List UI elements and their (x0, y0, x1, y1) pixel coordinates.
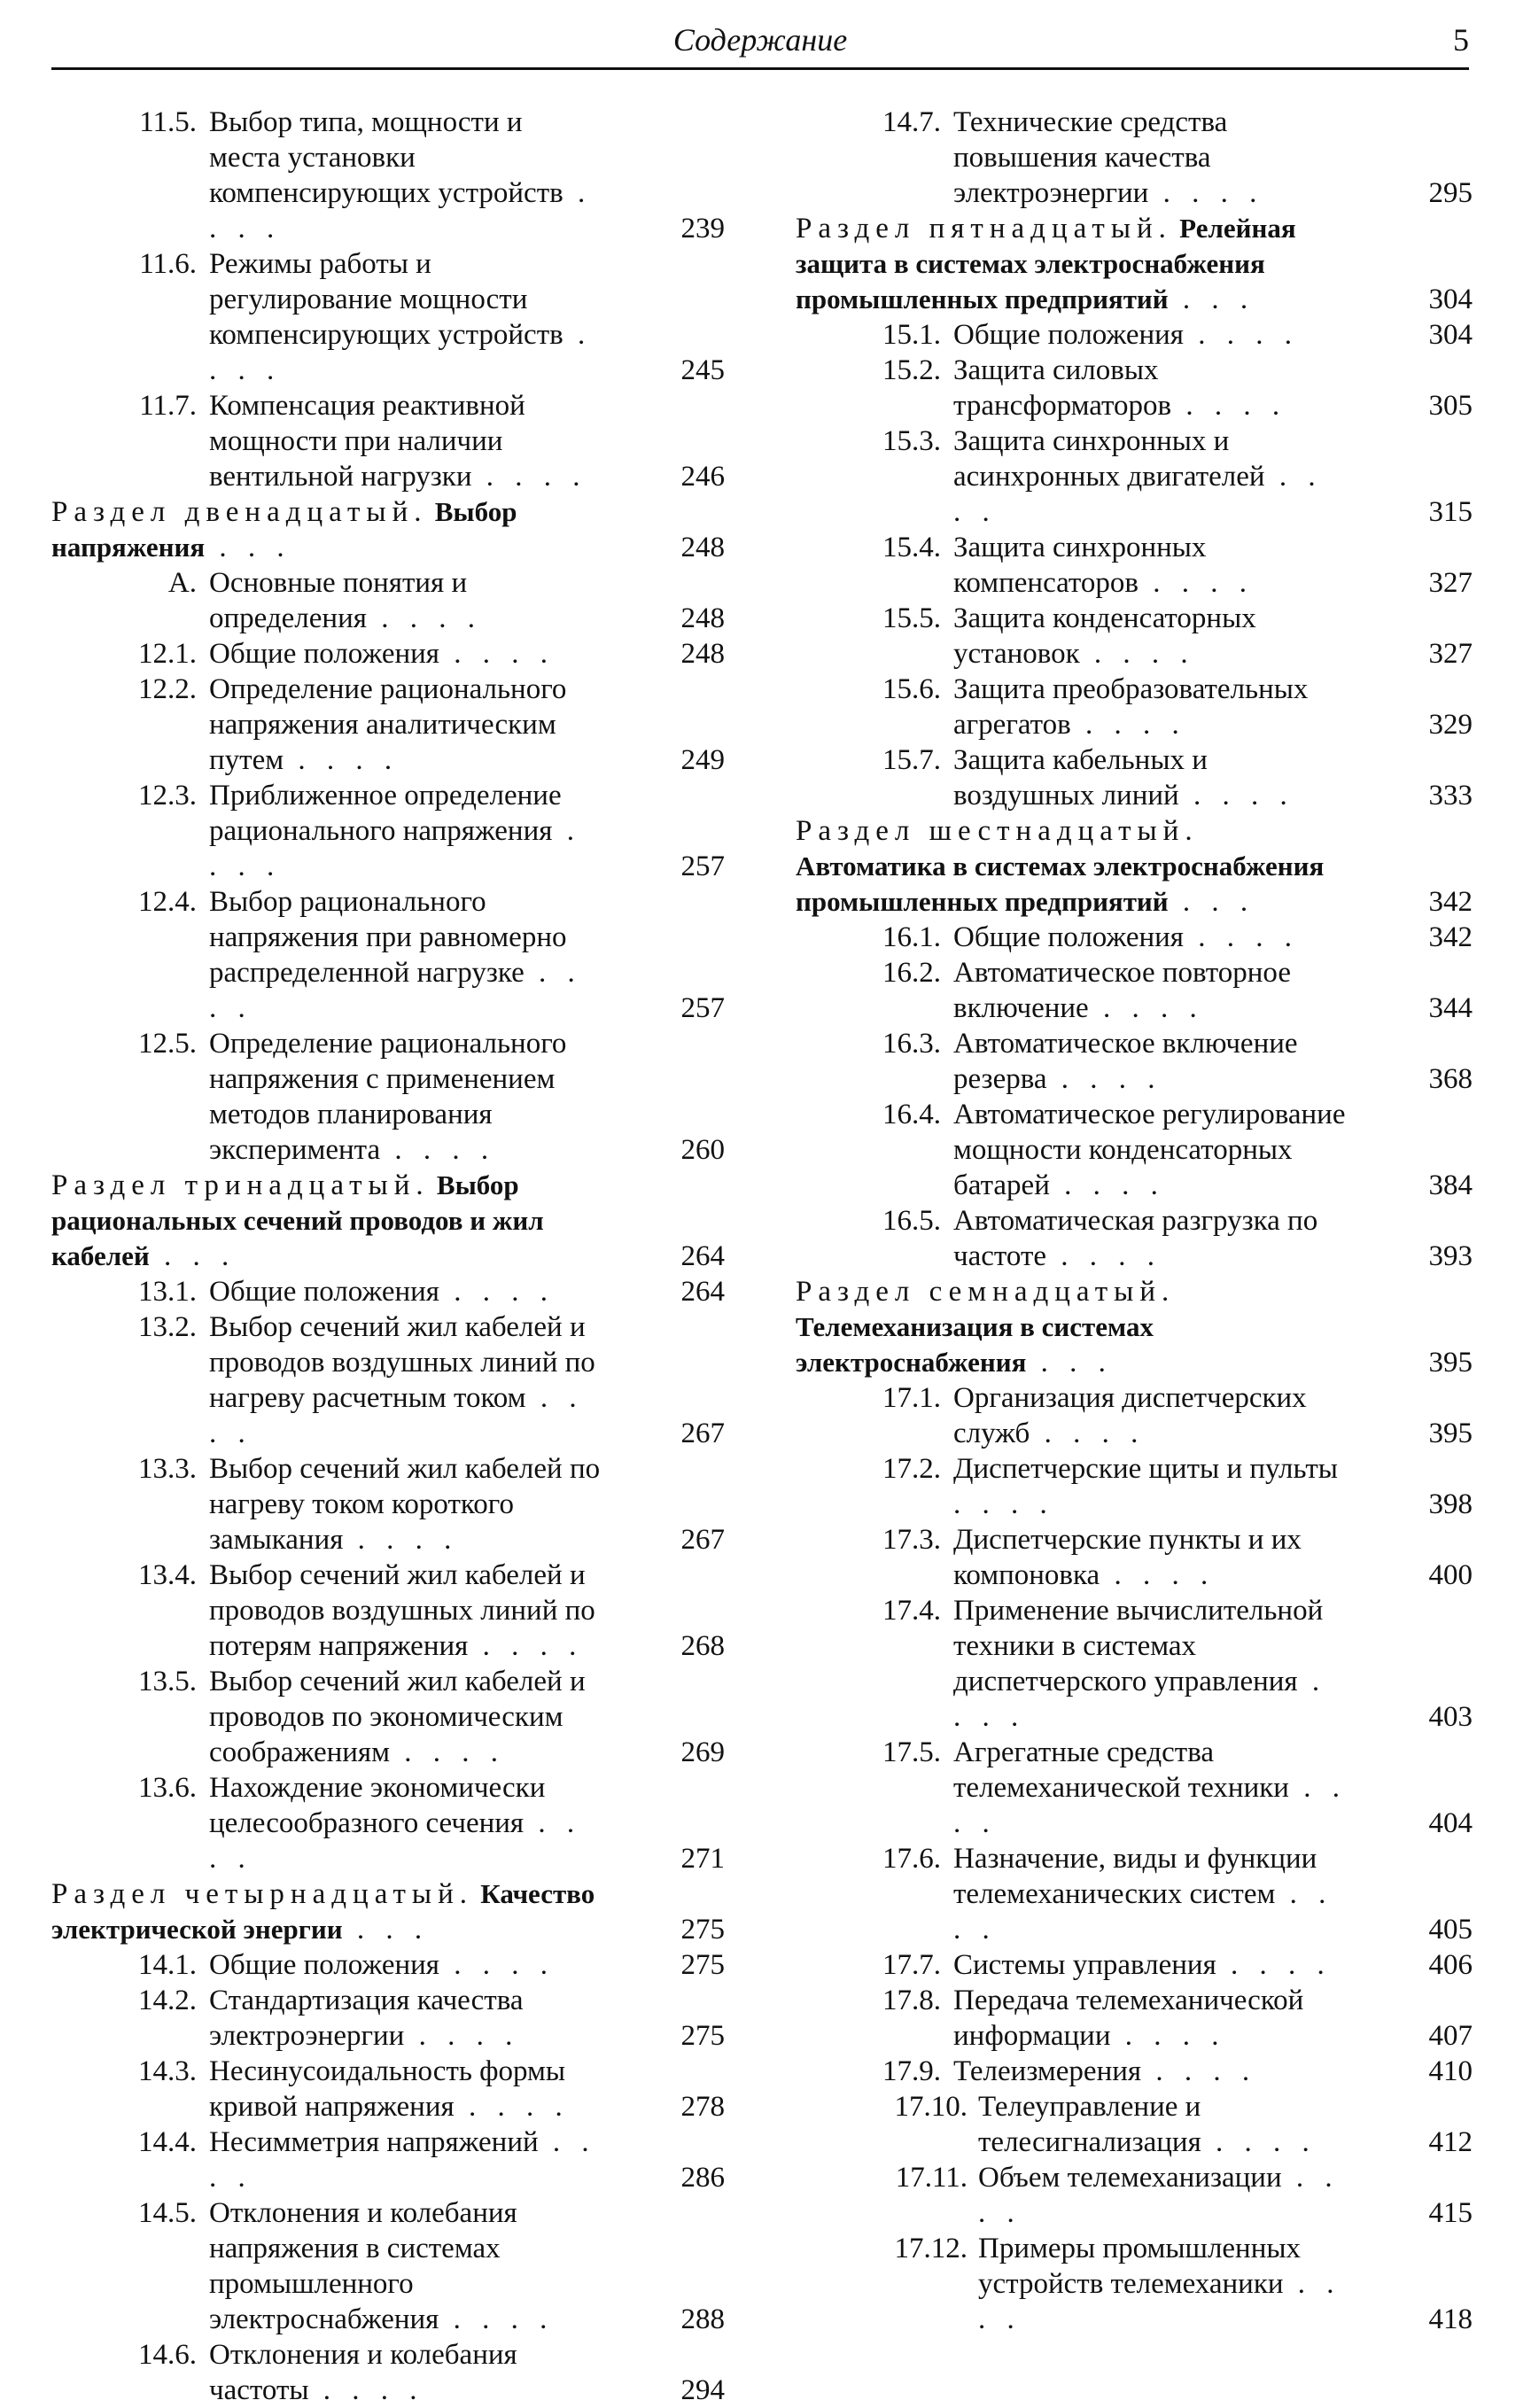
leader-dots: . . . . (439, 1276, 555, 1308)
entry-title: Несимметрия напряжений (209, 2126, 539, 2158)
toc-entry (796, 317, 1473, 353)
leader-dots: . . . . (439, 1949, 555, 1981)
entry-page: 304 (1428, 319, 1473, 351)
entry-page: 393 (1428, 1240, 1473, 1272)
section-prefix: Раздел двенадцатый. (51, 496, 428, 528)
entry-number: 12.3. (138, 780, 197, 812)
entry-title: Автоматическое включение резерва (953, 1028, 1298, 1095)
entry-title: Диспетчерские щиты и пульты (953, 1453, 1338, 1485)
entry-number: 16.1. (882, 921, 941, 953)
section-page: 248 (680, 532, 725, 563)
leader-dots: . . . . (209, 319, 593, 386)
leader-dots: . . . . (209, 2126, 596, 2194)
leader-dots: . . . . (209, 957, 582, 1024)
leader-dots: . . . . (1183, 921, 1299, 953)
toc-entry (796, 353, 1473, 423)
entry-number: 17.11. (895, 2162, 968, 2194)
toc-entry (51, 565, 725, 636)
entry-number: 17.4. (882, 1595, 941, 1627)
toc-entry (51, 2054, 725, 2124)
entry-page: 275 (680, 1949, 725, 1981)
leader-dots: . . . . (209, 1382, 584, 1449)
leader-dots: . . . . (1201, 2126, 1317, 2158)
toc-section (796, 813, 1473, 920)
leader-dots: . . . . (389, 1736, 505, 1768)
entry-title: Выбор сечений жил кабелей и проводов воздушных линий по потерям напряжения (209, 1559, 595, 1662)
entry-page: 248 (680, 638, 725, 670)
toc-entry (796, 2054, 1473, 2089)
entry-page: 384 (1428, 1169, 1473, 1201)
leader-dots: . . . . (1070, 709, 1186, 741)
leader-dots: . . . . (1216, 1949, 1332, 1981)
entry-title: Агрегатные средства телемеханической техники (953, 1736, 1289, 1804)
entry-title: Защита кабельных и воздушных линий (953, 744, 1208, 812)
entry-title: Выбор сечений жил кабелей по нагреву током короткого замыкания (209, 1453, 601, 1556)
leader-dots: . . . (342, 1914, 430, 1946)
leader-dots: . . . . (468, 1630, 584, 1662)
toc-entry (796, 2160, 1473, 2231)
entry-number: 13.3. (138, 1453, 197, 1485)
entry-page: 344 (1428, 992, 1473, 1024)
leader-dots: . . . . (953, 1666, 1327, 1733)
toc-section (51, 494, 725, 565)
toc-entry (796, 1947, 1473, 1983)
entry-number: 12.4. (138, 886, 197, 918)
leader-dots: . . . . (1178, 780, 1294, 812)
entry-title: Компенсация реактивной мощности при наличии вентильной нагрузки (209, 390, 525, 493)
toc-entry (51, 2337, 725, 2408)
page-number: 5 (1453, 22, 1469, 58)
entry-page: 315 (1428, 496, 1473, 528)
entry-number: 15.2. (882, 354, 941, 386)
leader-dots: . . . . (308, 2374, 424, 2406)
toc-entry (796, 1380, 1473, 1451)
toc-entry (51, 1947, 725, 1983)
entry-number: 11.6. (139, 248, 197, 280)
entry-page: 327 (1428, 567, 1473, 599)
leader-dots: . . . . (978, 2162, 1340, 2229)
toc-entry (51, 884, 725, 1026)
entry-title: Выбор типа, мощности и места установки компенсирующих устройств (209, 106, 563, 209)
entry-number: 11.5. (139, 106, 197, 138)
entry-page: 405 (1428, 1914, 1473, 1946)
entry-page: 294 (680, 2374, 725, 2406)
entry-title: Основные понятия и определения (209, 567, 468, 634)
entry-number: 16.2. (882, 957, 941, 989)
entry-page: 267 (680, 1524, 725, 1556)
section-title: Релейная защита в системах электроснабжения промышленных предприятий (796, 213, 1296, 315)
toc-entry (796, 1451, 1473, 1522)
toc-entry (51, 2124, 725, 2195)
toc-entry (796, 2089, 1473, 2160)
leader-dots: . . . . (1171, 390, 1287, 422)
toc-section (796, 1274, 1473, 1380)
entry-title: Объем телемеханизации (978, 2162, 1282, 2194)
toc-entry (796, 1593, 1473, 1735)
entry-page: 288 (680, 2303, 725, 2335)
entry-number: 14.5. (138, 2197, 197, 2229)
entry-title: Автоматическая разгрузка по частоте (953, 1205, 1318, 1272)
entry-title: Выбор рационального напряжения при равномерно распределенной нагрузке (209, 886, 567, 989)
toc-entry (796, 1841, 1473, 1947)
toc-entry (796, 105, 1473, 211)
entry-number: 17.9. (882, 2055, 941, 2087)
toc-entry (796, 955, 1473, 1026)
entry-title: Назначение, виды и функции телемеханических систем (953, 1843, 1317, 1910)
leader-dots: . . . . (953, 1772, 1347, 1839)
entry-title: Общие положения (209, 1276, 439, 1308)
toc-entry (796, 920, 1473, 955)
section-page: 304 (1428, 284, 1473, 315)
leader-dots: . . . . (209, 177, 593, 245)
toc-entry (51, 1664, 725, 1770)
leader-dots: . . . (149, 1240, 237, 1272)
entry-page: 257 (680, 992, 725, 1024)
leader-dots: . . . . (1100, 1559, 1216, 1591)
entry-page: 403 (1428, 1701, 1473, 1733)
entry-page: 404 (1428, 1807, 1473, 1839)
entry-page: 286 (680, 2162, 725, 2194)
leader-dots: . . . . (209, 1807, 582, 1875)
entry-page: 398 (1428, 1488, 1473, 1520)
toc-entry (796, 1026, 1473, 1097)
toc-entry (796, 672, 1473, 742)
toc-entry (51, 105, 725, 246)
section-title: Телемеханизация в системах электроснабжения (796, 1311, 1154, 1378)
leader-dots: . . . . (439, 638, 555, 670)
section-title: Выбор напряжения (51, 496, 517, 563)
entry-number: 16.5. (882, 1205, 941, 1237)
entry-number: 14.3. (138, 2055, 197, 2087)
leader-dots: . . . . (1110, 2020, 1226, 2052)
entry-title: Защита преобразовательных агрегатов (953, 673, 1309, 741)
entry-title: Передача телемеханической информации (953, 1985, 1304, 2052)
entry-number: 16.3. (882, 1028, 941, 1060)
section-prefix: Раздел семнадцатый. (796, 1276, 1176, 1308)
leader-dots: . . . . (1049, 1169, 1165, 1201)
leader-dots: . . . . (953, 1878, 1333, 1946)
leader-dots: . . . . (1148, 177, 1264, 209)
entry-number: 17.6. (882, 1843, 941, 1875)
entry-number: 13.6. (138, 1772, 197, 1804)
entry-title: Определение рационального напряжения аналитическим путем (209, 673, 567, 776)
toc-entry (51, 388, 725, 494)
leader-dots: . . . . (1139, 567, 1254, 599)
entry-page: 329 (1428, 709, 1473, 741)
toc-entry (796, 742, 1473, 813)
entry-title: Защита конденсаторных установок (953, 602, 1256, 670)
entry-number: 17.1. (882, 1382, 941, 1414)
entry-title: Общие положения (953, 319, 1184, 351)
entry-page: 278 (680, 2091, 725, 2123)
entry-page: 275 (680, 2020, 725, 2052)
leader-dots: . . . . (209, 815, 581, 882)
leader-dots: . . . . (439, 2303, 555, 2335)
entry-number: 15.3. (882, 425, 941, 457)
entry-page: 245 (680, 354, 725, 386)
entry-page: 239 (680, 213, 725, 245)
entry-number: 11.7. (139, 390, 197, 422)
section-title: Качество электрической энергии (51, 1878, 595, 1945)
entry-title: Режимы работы и регулирование мощности компенсирующих устройств (209, 248, 563, 351)
entry-page: 295 (1428, 177, 1473, 209)
entry-number: 17.3. (882, 1524, 941, 1556)
right-column (796, 105, 1473, 2337)
toc-entry (51, 1983, 725, 2054)
leader-dots: . . . . (1088, 992, 1204, 1024)
entry-title: Защита синхронных компенсаторов (953, 532, 1207, 599)
section-page: 395 (1428, 1347, 1473, 1379)
entry-number: 17.2. (882, 1453, 941, 1485)
entry-title: Защита силовых трансформаторов (953, 354, 1172, 422)
entry-page: 260 (680, 1134, 725, 1166)
toc-entry (796, 1983, 1473, 2054)
entry-page: 246 (680, 461, 725, 493)
toc-entry (51, 1309, 725, 1451)
entry-title: Организация диспетчерских служб (953, 1382, 1307, 1449)
leader-dots: . . . . (1046, 1240, 1162, 1272)
entry-page: 418 (1428, 2303, 1473, 2335)
toc-entry (796, 1522, 1473, 1593)
entry-number: 12.2. (138, 673, 197, 705)
entry-number: 13.1. (138, 1276, 197, 1308)
section-prefix: Раздел пятнадцатый. (796, 213, 1172, 245)
toc-entry (796, 423, 1473, 530)
entry-number: 12.1. (138, 638, 197, 670)
section-prefix: Раздел шестнадцатый. (796, 815, 1199, 847)
leader-dots: . . . . (404, 2020, 520, 2052)
entry-number: 15.5. (882, 602, 941, 634)
entry-title: Общие положения (953, 921, 1184, 953)
entry-title: Определение рационального напряжения с применением методов планирования эксперимента (209, 1028, 567, 1166)
entry-number: 15.6. (882, 673, 941, 705)
entry-page: 305 (1428, 390, 1473, 422)
entry-number: А. (167, 567, 197, 599)
section-title: Автоматика в системах электроснабжения промышленных предприятий (796, 851, 1325, 917)
entry-title: Применение вычислительной техники в системах диспетчерского управления (953, 1595, 1324, 1697)
toc-entry (796, 1097, 1473, 1203)
entry-title: Автоматическое регулирование мощности конденсаторных батарей (953, 1099, 1346, 1201)
entry-title: Диспетчерские пункты и их компоновка (953, 1524, 1302, 1591)
entry-title: Общие положения (209, 638, 439, 670)
entry-title: Стандартизация качества электроэнергии (209, 1985, 524, 2052)
toc-section (51, 1876, 725, 1947)
entry-page: 342 (1428, 921, 1473, 953)
toc-entry (51, 1557, 725, 1664)
toc-entry (51, 1451, 725, 1557)
leader-dots: . . . . (471, 461, 587, 493)
toc-entry (796, 601, 1473, 672)
entry-page: 400 (1428, 1559, 1473, 1591)
toc-entry (51, 672, 725, 778)
entry-page: 412 (1428, 2126, 1473, 2158)
entry-page: 257 (680, 851, 725, 882)
leader-dots: . . . . (1046, 1063, 1162, 1095)
entry-number: 17.10. (894, 2091, 968, 2123)
toc-entry (51, 636, 725, 672)
entry-number: 14.1. (138, 1949, 197, 1981)
entry-title: Отклонения и колебания частоты (209, 2339, 517, 2406)
entry-page: 368 (1428, 1063, 1473, 1095)
entry-page: 327 (1428, 638, 1473, 670)
entry-page: 395 (1428, 1418, 1473, 1449)
entry-page: 268 (680, 1630, 725, 1662)
entry-page: 267 (680, 1418, 725, 1449)
entry-number: 15.7. (882, 744, 941, 776)
entry-number: 14.7. (882, 106, 941, 138)
entry-title: Нахождение экономически целесообразного сечения (209, 1772, 546, 1839)
entry-number: 13.4. (138, 1559, 197, 1591)
entry-title: Приближенное определение рационального напряжения (209, 780, 562, 847)
entry-number: 16.4. (882, 1099, 941, 1130)
entry-title: Отклонения и колебания напряжения в системах промышленного электроснабжения (209, 2197, 517, 2335)
entry-number: 14.6. (138, 2339, 197, 2371)
entry-number: 13.2. (138, 1311, 197, 1343)
section-prefix: Раздел тринадцатый. (51, 1169, 430, 1201)
entry-page: 249 (680, 744, 725, 776)
running-title: Содержание (672, 22, 848, 58)
entry-title: Общие положения (209, 1949, 439, 1981)
entry-title: Технические средства повышения качества электроэнергии (953, 106, 1228, 209)
entry-number: 17.8. (882, 1985, 941, 2016)
entry-number: 14.2. (138, 1985, 197, 2016)
entry-page: 410 (1428, 2055, 1473, 2087)
entry-page: 415 (1428, 2197, 1473, 2229)
toc-entry (51, 246, 725, 388)
toc-entry (796, 1203, 1473, 1274)
entry-number: 15.1. (882, 319, 941, 351)
section-title: Выбор рациональных сечений проводов и жил кабелей (51, 1169, 544, 1271)
entry-number: 13.5. (138, 1666, 197, 1697)
entry-title: Автоматическое повторное включение (953, 957, 1291, 1024)
section-prefix: Раздел четырнадцатый. (51, 1878, 473, 1910)
left-column (51, 105, 725, 2408)
entry-page: 406 (1428, 1949, 1473, 1981)
entry-page: 264 (680, 1276, 725, 1308)
section-page: 275 (680, 1914, 725, 1946)
entry-number: 17.12. (894, 2233, 968, 2264)
leader-dots: . . . (1168, 284, 1255, 315)
leader-dots: . . . . (953, 461, 1323, 528)
toc-entry (51, 1274, 725, 1309)
entry-title: Защита синхронных и асинхронных двигателей (953, 425, 1265, 493)
entry-number: 15.4. (882, 532, 941, 563)
entry-title: Выбор сечений жил кабелей и проводов по экономическим соображениям (209, 1666, 586, 1768)
leader-dots: . . . . (366, 602, 482, 634)
toc-entry (51, 1770, 725, 1876)
leader-dots: . . . . (380, 1134, 496, 1166)
leader-dots: . . . (1026, 1347, 1113, 1379)
toc-section (51, 1168, 725, 1274)
leader-dots: . . . (1168, 886, 1255, 918)
entry-number: 17.7. (882, 1949, 941, 1981)
leader-dots: . . . . (1079, 638, 1195, 670)
entry-page: 333 (1428, 780, 1473, 812)
entry-title: Выбор сечений жил кабелей и проводов воздушных линий по нагреву расчетным током (209, 1311, 595, 1414)
leader-dots: . . . . (1183, 319, 1299, 351)
entry-title: Системы управления (953, 1949, 1216, 1981)
toc-entry (51, 778, 725, 884)
toc-entry (796, 1735, 1473, 1841)
entry-page: 269 (680, 1736, 725, 1768)
leader-dots: . . . (205, 532, 291, 563)
entry-page: 271 (680, 1843, 725, 1875)
entry-title: Телеуправление и телесигнализация (978, 2091, 1201, 2158)
entry-number: 12.5. (138, 1028, 197, 1060)
leader-dots: . . . . (284, 744, 400, 776)
entry-title: Телеизмерения (953, 2055, 1142, 2087)
leader-dots: . . . . (953, 1488, 1054, 1520)
toc-section (796, 211, 1473, 317)
entry-number: 17.5. (882, 1736, 941, 1768)
section-page: 264 (680, 1240, 725, 1272)
page-header (51, 18, 1469, 70)
entry-page: 248 (680, 602, 725, 634)
entry-title: Несинусоидальность формы кривой напряжения (209, 2055, 566, 2123)
toc-entry (51, 2195, 725, 2337)
toc-entry (51, 1026, 725, 1168)
leader-dots: . . . . (343, 1524, 459, 1556)
toc-entry (796, 2231, 1473, 2337)
toc-entry (796, 530, 1473, 601)
section-page: 342 (1428, 886, 1473, 918)
entry-title: Примеры промышленных устройств телемеханики (978, 2233, 1302, 2300)
leader-dots: . . . . (1030, 1418, 1146, 1449)
entry-page: 407 (1428, 2020, 1473, 2052)
entry-number: 14.4. (138, 2126, 197, 2158)
leader-dots: . . . . (978, 2268, 1341, 2335)
leader-dots: . . . . (1141, 2055, 1257, 2087)
leader-dots: . . . . (454, 2091, 570, 2123)
